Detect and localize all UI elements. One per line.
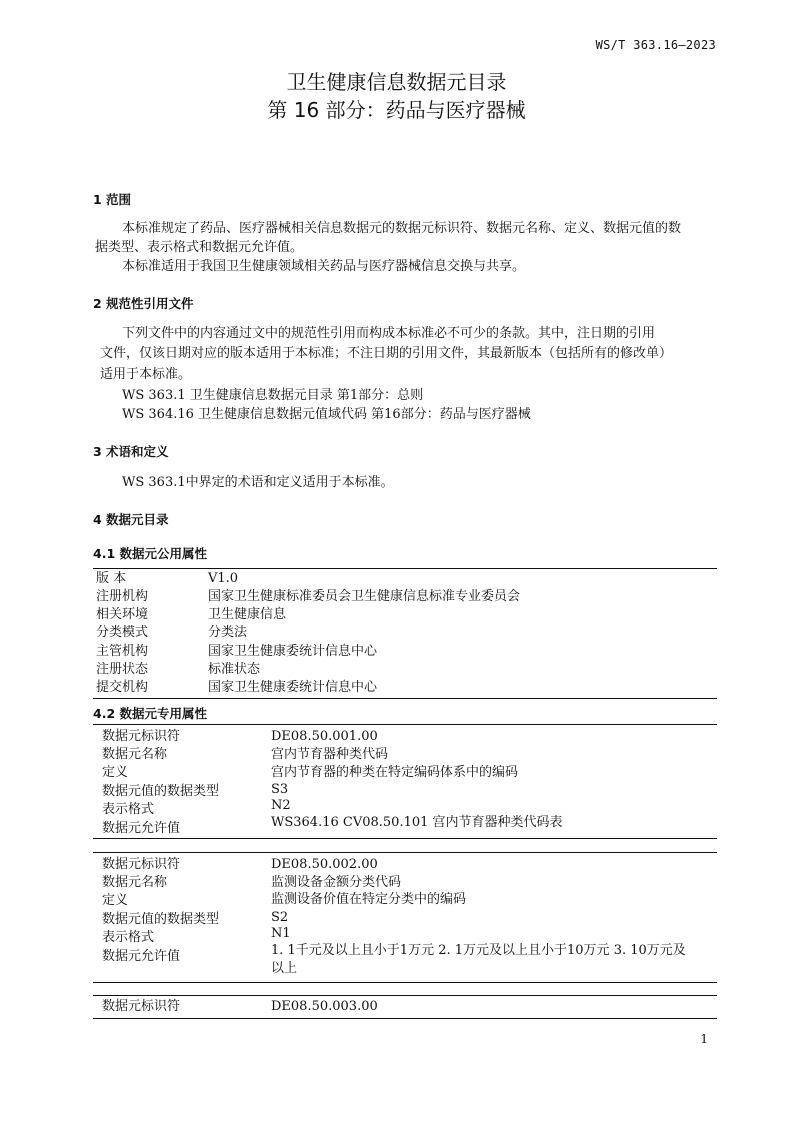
attr-value: 卫生健康信息 (208, 607, 287, 622)
field-label: 数据元标识符 (102, 999, 181, 1014)
field-label: 数据元名称 (102, 875, 168, 890)
attr-label: 主管机构 (96, 644, 149, 659)
standard-code: WS/T 363.16—2023 (595, 38, 716, 52)
attr-label: 提交机构 (96, 680, 149, 695)
field-value: 监测设备价值在特定分类中的编码 (271, 892, 467, 907)
section-1-para2: 本标准适用于我国卫生健康领域相关药品与医疗器械信息交换与共享。 (122, 259, 526, 274)
attr-label: 版 本 (96, 571, 127, 586)
section-3-para: WS 363.1中界定的术语和定义适用于本标准。 (122, 475, 394, 490)
attr-label: 分类模式 (96, 625, 149, 640)
document-subtitle: 第 16 部分：药品与医疗器械 (267, 98, 526, 122)
attr-value: 国家卫生健康委统计信息中心 (208, 644, 378, 659)
field-label: 数据元标识符 (102, 729, 181, 744)
attr-label: 注册机构 (96, 589, 149, 604)
field-label: 表示格式 (102, 930, 155, 945)
field-value: N2 (271, 798, 291, 813)
field-value: 1. 1千元及以上且小于1万元 2. 1万元及以上且小于10万元 3. 10万元及 (271, 943, 686, 958)
element-bottom-rule (93, 838, 717, 839)
field-label: 定义 (102, 893, 129, 908)
section-2-para-end: 适用于本标准。 (100, 367, 192, 382)
field-value: DE08.50.002.00 (271, 857, 378, 872)
field-label: 数据元允许值 (102, 949, 181, 964)
field-value: WS364.16 CV08.50.101 宫内节育器种类代码表 (271, 815, 563, 830)
field-label: 数据元值的数据类型 (102, 784, 220, 799)
document-title: 卫生健康信息数据元目录 (286, 70, 507, 94)
section-3-heading: 3 术语和定义 (93, 444, 169, 459)
table-top-rule (93, 568, 717, 569)
table-bottom-rule (93, 698, 717, 699)
section-2-para: 下列文件中的内容通过文中的规范性引用而构成本标准必不可少的条款。其中，注日期的引用 (122, 326, 656, 341)
field-value: 宫内节育器种类代码 (271, 747, 389, 762)
field-label: 数据元标识符 (102, 857, 181, 872)
section-2-heading: 2 规范性引用文件 (93, 296, 194, 311)
attr-label: 注册状态 (96, 662, 149, 677)
subsection-4-1-heading: 4.1 数据元公用属性 (93, 546, 207, 561)
page-number: 1 (700, 1032, 708, 1046)
element-bottom-rule (93, 982, 717, 983)
field-label: 数据元值的数据类型 (102, 912, 220, 927)
field-label: 表示格式 (102, 802, 155, 817)
page-bottom-rule (93, 1018, 717, 1019)
element-top-rule (93, 852, 717, 853)
section-4-heading: 4 数据元目录 (93, 512, 169, 527)
attr-value: 国家卫生健康委统计信息中心 (208, 680, 378, 695)
field-value: DE08.50.001.00 (271, 729, 378, 744)
field-label: 定义 (102, 765, 129, 780)
field-label: 数据元名称 (102, 747, 168, 762)
section-1-heading: 1 范围 (93, 192, 132, 207)
field-value: S3 (271, 782, 289, 797)
attr-value: V1.0 (208, 571, 239, 586)
element-top-rule (93, 724, 717, 725)
field-value-cont: 以上 (271, 961, 298, 976)
attr-value: 国家卫生健康标准委员会卫生健康信息标准专业委员会 (208, 589, 521, 604)
section-1-para1: 本标准规定了药品、医疗器械相关信息数据元的数据元标识符、数据元名称、定义、数据元值的数 (122, 221, 682, 236)
field-value: 监测设备金额分类代码 (271, 875, 402, 890)
reference-item: WS 363.1 卫生健康信息数据元目录 第1部分：总则 (122, 388, 424, 403)
attr-value: 标准状态 (208, 662, 261, 677)
attr-value: 分类法 (208, 625, 248, 640)
field-value: N1 (271, 926, 291, 941)
field-value: DE08.50.003.00 (271, 999, 378, 1014)
attr-label: 相关环境 (96, 607, 149, 622)
section-2-para-cont: 文件，仅该日期对应的版本适用于本标准；不注日期的引用文件，其最新版本（包括所有的修改单） (100, 346, 673, 361)
field-value: 宫内节育器的种类在特定编码体系中的编码 (271, 765, 519, 780)
section-1-para1-cont: 据类型、表示格式和数据元允许值。 (95, 240, 304, 255)
element-top-rule (93, 995, 717, 996)
field-value: S2 (271, 910, 289, 925)
reference-item: WS 364.16 卫生健康信息数据元值域代码 第16部分：药品与医疗器械 (122, 407, 531, 422)
subsection-4-2-heading: 4.2 数据元专用属性 (93, 706, 207, 721)
field-label: 数据元允许值 (102, 821, 181, 836)
